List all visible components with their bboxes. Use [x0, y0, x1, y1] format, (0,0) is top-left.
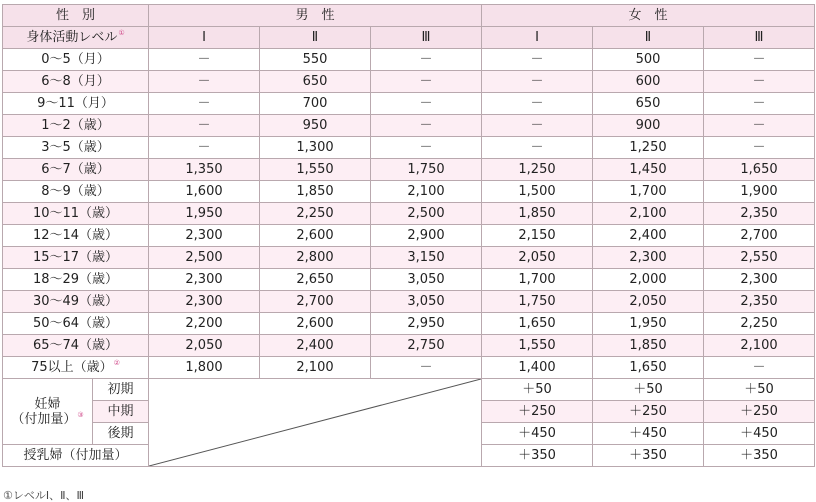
value-cell: － [149, 115, 260, 137]
table-row [3, 71, 815, 93]
value-cell: 2,500 [149, 247, 260, 269]
value-cell: 1,350 [149, 159, 260, 181]
male-header: 男 性 [149, 5, 482, 27]
table-row [3, 313, 815, 335]
value-cell: － [482, 137, 593, 159]
age-group-label [3, 269, 149, 291]
age-group-label [3, 247, 149, 269]
value-cell: 1,750 [371, 159, 482, 181]
value-cell: － [149, 49, 260, 71]
value-cell: 1,850 [482, 203, 593, 225]
value-cell: － [704, 137, 815, 159]
age-group-label [3, 115, 149, 137]
value-cell: 1,950 [149, 203, 260, 225]
value-cell: － [482, 93, 593, 115]
not-applicable-cell [149, 379, 482, 467]
female-level-1-header: Ⅰ [482, 27, 593, 49]
value-cell: 2,950 [371, 313, 482, 335]
value-cell: 500 [593, 49, 704, 71]
value-cell: 2,300 [704, 269, 815, 291]
sex-header: 性 別 [3, 5, 149, 27]
value-cell: 2,100 [704, 335, 815, 357]
value-cell: ＋50 [704, 379, 815, 401]
male-level-3-header: Ⅲ [371, 27, 482, 49]
age-group-label [3, 313, 149, 335]
table-row [3, 181, 815, 203]
value-cell: － [371, 93, 482, 115]
value-cell: － [482, 49, 593, 71]
value-cell: 550 [260, 49, 371, 71]
value-cell: － [371, 115, 482, 137]
value-cell: 2,550 [704, 247, 815, 269]
age-group-text: 0～5（月） [41, 51, 110, 67]
value-cell: 1,850 [260, 181, 371, 203]
value-cell: 2,500 [371, 203, 482, 225]
pregnancy-stage-label: 初期 [93, 379, 149, 401]
value-cell: ＋250 [593, 401, 704, 423]
value-cell: 1,550 [482, 335, 593, 357]
diagonal-line [149, 379, 481, 466]
table-body [3, 5, 815, 467]
value-cell: 2,250 [260, 203, 371, 225]
female-header: 女 性 [482, 5, 815, 27]
value-cell: 2,000 [593, 269, 704, 291]
value-cell: ＋450 [704, 423, 815, 445]
age-group-text: 6～7（歳） [41, 161, 110, 177]
value-cell: 1,550 [260, 159, 371, 181]
value-cell: 2,400 [593, 225, 704, 247]
value-cell: ＋250 [482, 401, 593, 423]
table-row [3, 203, 815, 225]
age-group-label [3, 335, 149, 357]
pregnant-label [3, 379, 93, 445]
female-level-2-header: Ⅱ [593, 27, 704, 49]
age-group-label [3, 357, 149, 379]
value-cell: ＋50 [593, 379, 704, 401]
value-cell: 2,300 [149, 225, 260, 247]
activity-level-header [3, 27, 149, 49]
pregnant-note-mark: ③ [77, 411, 84, 420]
value-cell: ＋50 [482, 379, 593, 401]
value-cell: 2,100 [371, 181, 482, 203]
value-cell: － [704, 357, 815, 379]
value-cell: － [149, 137, 260, 159]
value-cell: 1,300 [260, 137, 371, 159]
value-cell: 2,600 [260, 225, 371, 247]
table-row [3, 159, 815, 181]
table-row [3, 137, 815, 159]
value-cell: 950 [260, 115, 371, 137]
header-row-sex [3, 5, 815, 27]
value-cell: ＋350 [482, 445, 593, 467]
value-cell: 2,700 [704, 225, 815, 247]
value-cell: － [704, 71, 815, 93]
value-cell: － [371, 137, 482, 159]
age-group-text: 6～8（月） [41, 73, 110, 89]
table-row [3, 115, 815, 137]
lactating-label: 授乳婦（付加量） [3, 445, 149, 467]
value-cell: － [149, 93, 260, 115]
value-cell: 2,050 [482, 247, 593, 269]
value-cell: 600 [593, 71, 704, 93]
value-cell: 1,450 [593, 159, 704, 181]
header-row-levels [3, 27, 815, 49]
value-cell: 1,650 [482, 313, 593, 335]
age-group-text: 65～74（歳） [32, 337, 119, 353]
value-cell: － [704, 115, 815, 137]
age-group-label [3, 93, 149, 115]
age-group-label [3, 71, 149, 93]
table-row [3, 291, 815, 313]
value-cell: 2,400 [260, 335, 371, 357]
age-group-text: 18～29（歳） [32, 271, 119, 287]
value-cell: 1,400 [482, 357, 593, 379]
value-cell: 2,150 [482, 225, 593, 247]
table-row [3, 247, 815, 269]
value-cell: 2,050 [593, 291, 704, 313]
age-group-text: 9～11（月） [37, 95, 114, 111]
value-cell: 2,100 [593, 203, 704, 225]
value-cell: ＋350 [593, 445, 704, 467]
pregnant-label-text: （付加量） [11, 411, 77, 427]
value-cell: 700 [260, 93, 371, 115]
value-cell: － [482, 115, 593, 137]
value-cell: 3,150 [371, 247, 482, 269]
pregnant-label-line1: 妊婦 [34, 396, 61, 412]
age-group-text: 3～5（歳） [41, 139, 110, 155]
value-cell: 2,300 [149, 269, 260, 291]
value-cell: 2,900 [371, 225, 482, 247]
value-cell: 900 [593, 115, 704, 137]
age-group-label [3, 181, 149, 203]
value-cell: 2,750 [371, 335, 482, 357]
value-cell: ＋450 [482, 423, 593, 445]
value-cell: 1,950 [593, 313, 704, 335]
age-note-mark: ② [113, 359, 120, 368]
pregnancy-stage-label: 中期 [93, 401, 149, 423]
value-cell: 1,250 [482, 159, 593, 181]
age-group-label [3, 137, 149, 159]
value-cell: 2,250 [704, 313, 815, 335]
table-row [3, 225, 815, 247]
table-row [3, 269, 815, 291]
value-cell: 650 [260, 71, 371, 93]
value-cell: － [482, 71, 593, 93]
value-cell: 2,700 [260, 291, 371, 313]
value-cell: 650 [593, 93, 704, 115]
value-cell: 2,350 [704, 203, 815, 225]
value-cell: 1,800 [149, 357, 260, 379]
value-cell: － [371, 49, 482, 71]
value-cell: 1,850 [593, 335, 704, 357]
male-level-1-header: Ⅰ [149, 27, 260, 49]
age-group-label [3, 49, 149, 71]
activity-level-note-mark: ① [118, 29, 125, 38]
age-group-label [3, 159, 149, 181]
value-cell: 2,600 [260, 313, 371, 335]
value-cell: － [371, 357, 482, 379]
value-cell: 1,900 [704, 181, 815, 203]
value-cell: ＋350 [704, 445, 815, 467]
age-group-text: 12～14（歳） [32, 227, 119, 243]
value-cell: 2,350 [704, 291, 815, 313]
value-cell: 2,050 [149, 335, 260, 357]
age-group-text: 50～64（歳） [32, 315, 119, 331]
value-cell: 2,200 [149, 313, 260, 335]
value-cell: － [371, 71, 482, 93]
value-cell: 2,100 [260, 357, 371, 379]
value-cell: 2,800 [260, 247, 371, 269]
age-group-label [3, 291, 149, 313]
table-row [3, 379, 815, 401]
value-cell: 1,650 [704, 159, 815, 181]
value-cell: － [704, 93, 815, 115]
age-group-text: 75以上（歳） [31, 359, 113, 375]
value-cell: 3,050 [371, 269, 482, 291]
value-cell: 1,600 [149, 181, 260, 203]
age-group-label [3, 203, 149, 225]
age-group-label [3, 225, 149, 247]
value-cell: 1,500 [482, 181, 593, 203]
table-row [3, 49, 815, 71]
male-level-2-header: Ⅱ [260, 27, 371, 49]
value-cell: ＋450 [593, 423, 704, 445]
value-cell: 1,250 [593, 137, 704, 159]
age-group-text: 10～11（歳） [32, 205, 119, 221]
value-cell: － [149, 71, 260, 93]
pregnant-label-line2 [3, 412, 92, 427]
value-cell: 2,300 [593, 247, 704, 269]
activity-level-label: 身体活動レベル [26, 29, 118, 45]
energy-requirements-table [2, 4, 815, 467]
table-row [3, 335, 815, 357]
value-cell: 2,650 [260, 269, 371, 291]
footnote: ①レベルⅠ、Ⅱ、Ⅲ [3, 489, 85, 502]
value-cell: 3,050 [371, 291, 482, 313]
age-group-text: 30～49（歳） [32, 293, 119, 309]
value-cell: 1,650 [593, 357, 704, 379]
female-level-3-header: Ⅲ [704, 27, 815, 49]
age-group-text: 15～17（歳） [32, 249, 119, 265]
table-row [3, 93, 815, 115]
value-cell: 1,700 [482, 269, 593, 291]
pregnancy-stage-label: 後期 [93, 423, 149, 445]
value-cell: 1,750 [482, 291, 593, 313]
table-row [3, 357, 815, 379]
value-cell: － [704, 49, 815, 71]
value-cell: ＋250 [704, 401, 815, 423]
age-group-text: 8～9（歳） [41, 183, 110, 199]
value-cell: 2,300 [149, 291, 260, 313]
value-cell: 1,700 [593, 181, 704, 203]
age-group-text: 1～2（歳） [41, 117, 110, 133]
